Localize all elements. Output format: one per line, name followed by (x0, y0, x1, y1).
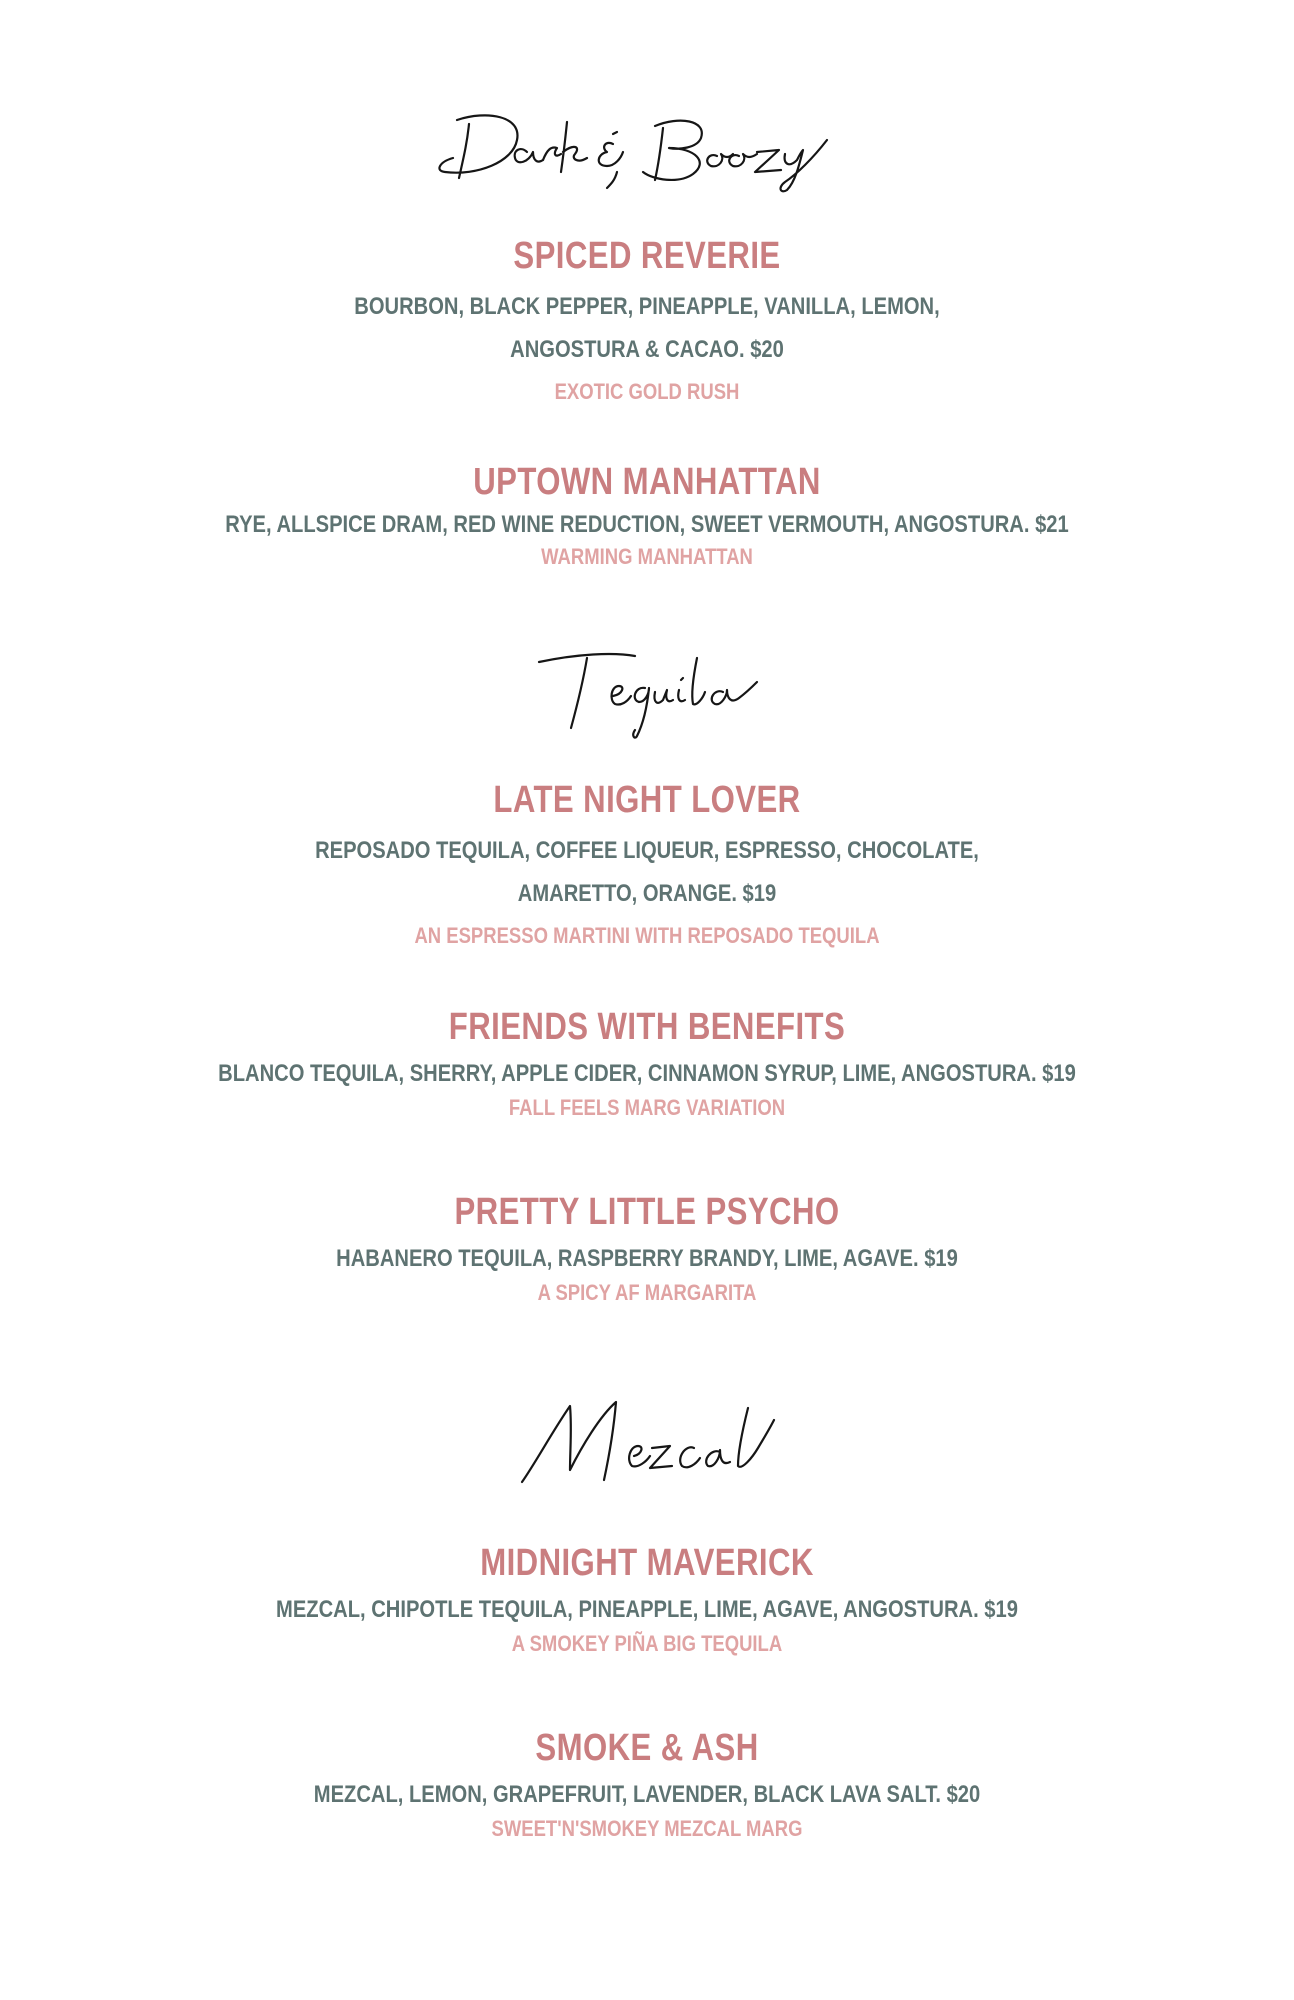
item-description: RYE, ALLSPICE DRAM, RED WINE REDUCTION, SWEET VERMOUTH, ANGOSTURA. $21 (225, 511, 1069, 538)
section-title-tequila (0, 632, 1294, 742)
item-note: SWEET'N'SMOKEY MEZCAL MARG (491, 1816, 803, 1841)
item-note: A SMOKEY PIÑA BIG TEQUILA (511, 1631, 783, 1656)
item-note: A SPICY AF MARGARITA (537, 1280, 757, 1305)
menu-item-late-night-lover (0, 781, 1294, 947)
item-name: MIDNIGHT MAVERICK (480, 1542, 814, 1584)
item-name: SMOKE & ASH (535, 1727, 759, 1769)
item-description: MEZCAL, LEMON, GRAPEFRUIT, LAVENDER, BLACK LAVA SALT. $20 (313, 1781, 981, 1808)
item-name: SPICED REVERIE (513, 235, 781, 277)
item-description: ANGOSTURA & CACAO. $20 (510, 336, 784, 363)
item-note: AN ESPRESSO MARTINI WITH REPOSADO TEQUILA (414, 923, 880, 948)
section-title-text (647, 192, 648, 193)
menu-item-friends-with-benefits (0, 1008, 1294, 1119)
item-description: MEZCAL, CHIPOTLE TEQUILA, PINEAPPLE, LIME, AGAVE, ANGOSTURA. $19 (276, 1596, 1018, 1623)
item-name: UPTOWN MANHATTAN (473, 461, 821, 503)
menu-item-spiced-reverie (0, 237, 1294, 403)
item-note: WARMING MANHATTAN (541, 544, 753, 569)
menu-item-pretty-little-psycho (0, 1193, 1294, 1304)
script-title-dark-boozy-lettering (417, 92, 877, 192)
section-title-text (647, 1492, 648, 1493)
item-name: PRETTY LITTLE PSYCHO (454, 1191, 840, 1233)
item-description: BLANCO TEQUILA, SHERRY, APPLE CIDER, CINNAMON SYRUP, LIME, ANGOSTURA. $19 (218, 1060, 1076, 1087)
section-title-dark-boozy (0, 92, 1294, 192)
item-name: LATE NIGHT LOVER (493, 779, 801, 821)
item-note: FALL FEELS MARG VARIATION (508, 1095, 786, 1120)
item-description: REPOSADO TEQUILA, COFFEE LIQUEUR, ESPRESSO, CHOCOLATE, (315, 837, 979, 864)
item-name: FRIENDS WITH BENEFITS (448, 1006, 846, 1048)
script-title-tequila-lettering (527, 632, 767, 742)
item-description: BOURBON, BLACK PEPPER, PINEAPPLE, VANILLA, LEMON, (354, 293, 940, 320)
menu-item-midnight-maverick (0, 1544, 1294, 1655)
item-description: AMARETTO, ORANGE. $19 (517, 880, 777, 907)
menu-item-smoke-and-ash (0, 1729, 1294, 1840)
section-title-mezcal (0, 1392, 1294, 1492)
section-title-text (647, 742, 648, 743)
script-title-mezcal-lettering (512, 1392, 782, 1492)
item-description: HABANERO TEQUILA, RASPBERRY BRANDY, LIME, AGAVE. $19 (336, 1245, 958, 1272)
menu-item-uptown-manhattan (0, 463, 1294, 568)
item-note: EXOTIC GOLD RUSH (554, 379, 740, 404)
